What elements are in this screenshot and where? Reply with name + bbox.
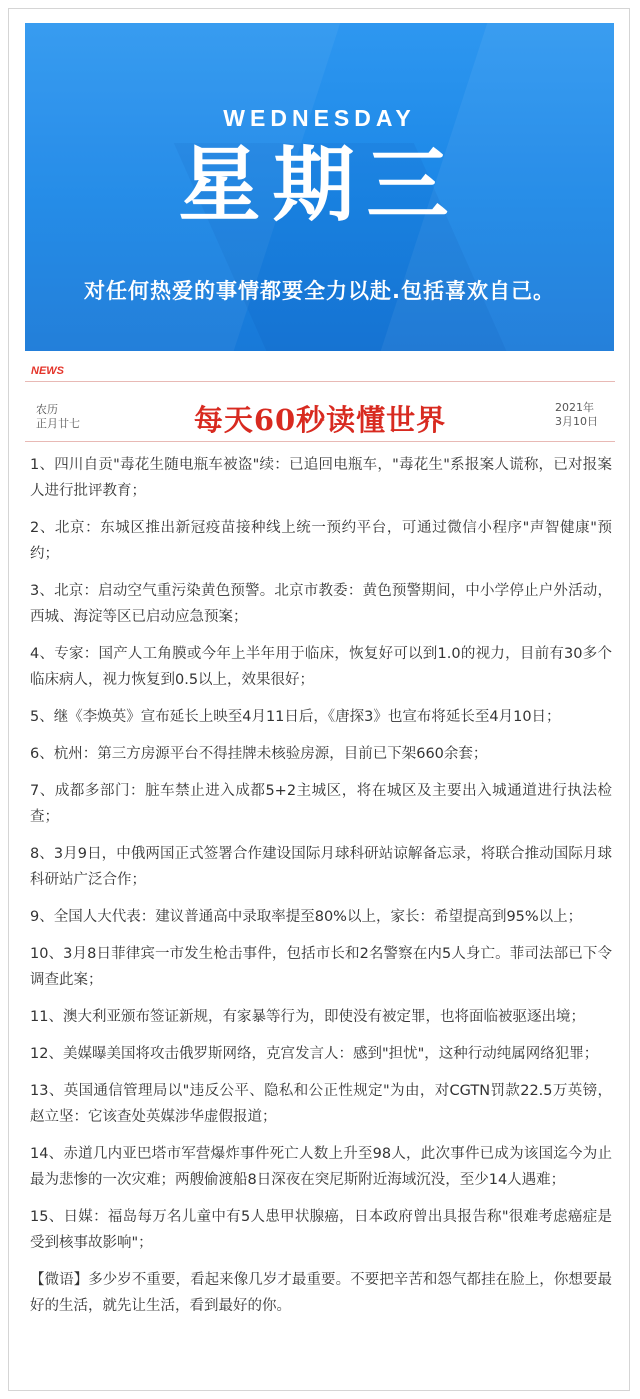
lunar-value: 正月廿七 xyxy=(36,417,80,430)
divider-top xyxy=(25,381,615,382)
news-item: 13、英国通信管理局以"违反公平、隐私和公正性规定"为由，对CGTN罚款22.5万英镑，赵立坚：它该查处英媒涉华虚假报道； xyxy=(30,1083,612,1125)
daily-quote: 【微语】多少岁不重要，看起来像几岁才最重要。不要把辛苦和怨气都挂在脸上，你想要最好的生活，就先让生活，看到最好的你。 xyxy=(30,1272,612,1314)
weekday-chinese: 星期三 xyxy=(178,138,461,233)
header-banner xyxy=(25,23,614,351)
news-item: 14、赤道几内亚巴塔市军营爆炸事件死亡人数上升至98人，此次事件已成为该国迄今为止最为悲惨的一次灾难；两艘偷渡船8日深夜在突尼斯附近海域沉没，至少14人遇难； xyxy=(30,1146,612,1188)
calendar-date xyxy=(555,401,598,429)
lunar-label: 农历 xyxy=(36,403,58,416)
news-item: 3、北京：启动空气重污染黄色预警。北京市教委：黄色预警期间，中小学停止户外活动，西城、海淀等区已启动应急预案； xyxy=(30,583,612,625)
page-title: 每天60秒读懂世界 xyxy=(193,403,447,437)
news-item: 5、继《李焕英》宣布延长上映至4月11日后，《唐探3》也宣布将延长至4月10日； xyxy=(30,709,561,725)
news-item: 7、成都多部门：脏车禁止进入成都5+2主城区，将在城区及主要出入城通道进行执法检查； xyxy=(30,783,612,825)
news-item: 15、日媒：福岛每万名儿童中有5人患甲状腺癌，日本政府曾出具报告称"很难考虑癌症是受到核事故影响"； xyxy=(30,1209,612,1251)
news-list xyxy=(30,452,612,1319)
news-item: 8、3月9日，中俄两国正式签署合作建设国际月球科研站谅解备忘录，将联合推动国际月球科研站广泛合作； xyxy=(30,846,612,888)
news-item: 11、澳大利亚颁布签证新规，有家暴等行为，即使没有被定罪，也将面临被驱逐出境； xyxy=(30,1009,585,1025)
banner-motto: 对任何热爱的事情都要全力以赴.包括喜欢自己。 xyxy=(84,279,555,303)
weekday-english: WEDNESDAY xyxy=(223,105,416,131)
divider-bottom xyxy=(25,441,615,442)
news-item: 10、3月8日菲律宾一市发生枪击事件，包括市长和2名警察在内5人身亡。菲司法部已下令调查此案； xyxy=(30,946,612,988)
date-year: 2021年 xyxy=(555,401,594,414)
news-item: 9、全国人大代表：建议普通高中录取率提至80%以上，家长：希望提高到95%以上； xyxy=(30,909,583,925)
news-item: 1、四川自贡"毒花生随电瓶车被盗"续：已追回电瓶车，"毒花生"系报案人谎称，已对报案人进行批评教育； xyxy=(30,457,612,499)
news-item: 12、美媒曝美国将攻击俄罗斯网络，克宫发言人：感到"担忧"，这种行动纯属网络犯罪； xyxy=(30,1046,599,1062)
date-day: 3月10日 xyxy=(555,415,598,428)
news-item: 6、杭州：第三方房源平台不得挂牌未核验房源，目前已下架660余套； xyxy=(30,746,488,762)
news-tag: NEWS xyxy=(31,365,64,377)
news-item: 2、北京：东城区推出新冠疫苗接种线上统一预约平台，可通过微信小程序"声智健康"预约； xyxy=(30,520,612,562)
news-item: 4、专家：国产人工角膜或今年上半年用于临床，恢复好可以到1.0的视力，目前有30多个临床病人，视力恢复到0.5以上，效果很好； xyxy=(30,646,612,688)
